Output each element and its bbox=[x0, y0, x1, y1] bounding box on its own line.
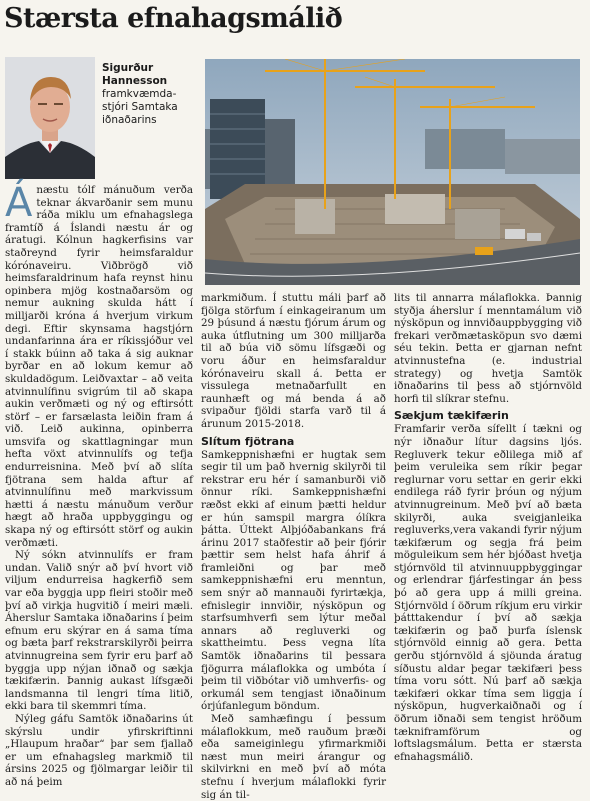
author-name-line2: Hannesson bbox=[102, 75, 168, 87]
article-paragraph: Framfarir verða sífellt í tækni og nýr iðnaður lítur dagsins ljós. Regluverk tekur eðlilega mið af þeim veruleika sem ríkir þegar reglurnar voru settar en gerir ekki endilega ráð fyrir þróun og nýjum atvinnugreinum. Með því að bæta skilyrði, auka sveigjanleika regluverks,vera vakandi fyrir nýjum tækifærum og segja frá þeim möguleikum sem hér bjóðast hvetja stjórnvöld til atvinnuuppbyggingar og erlendrar fjárfestingar án þess þó að gera upp á milli greina. Stjórnvöld í öðrum ríkjum eru virkir þátttakendur í því að sækja tækifærin og það þurfa íslensk stjórnvöld einnig að gera. Þetta gerðu stjórnvöld á sjöunda áratug síðustu aldar þegar tækifæri þess tíma voru sótt. Nú þarf að sækja tækifæri okkar tíma sem liggja í nýsköpun, hugverkaiðnaði og í öðrum iðnaði sem tengist hröðum tækniframförum og loftslagsmálum. Þetta er stærsta efnahagsmálið. bbox=[394, 423, 582, 763]
author-role-line3: iðnaðarins bbox=[102, 114, 157, 126]
author-photo bbox=[5, 57, 95, 179]
construction-site-photo bbox=[205, 59, 580, 285]
article-paragraph: markmiðum. Í stuttu máli þarf að fjölga störfum í einkageiranum um 29 þúsund á næstu fjórum árum og auka útflutning um 300 milljarða til að búa við sömu lífsgæði og voru áður en heimsfaraldur kórónaveiru skall á. Þetta er vissulega metnaðarfullt en raunhæft og má benda á að svipaður fjöldi starfa varð til á árunum 2015-2018. bbox=[201, 292, 386, 430]
author-byline bbox=[102, 62, 194, 127]
article-paragraph: Með samhæfingu í þessum málaflokkum, með rauðum þræði eða sameiginlegu yfirmarkmiði næst mun meiri árangur og skilvirkni en með því að móta stefnu í hverjum málaflokki fyrir sig án til- bbox=[201, 713, 386, 801]
drop-cap: Á bbox=[5, 180, 33, 226]
subheading-saekjum-taekifaerin: Sækjum tækifærin bbox=[394, 409, 509, 423]
author-role-line2: stjóri Samtaka bbox=[102, 101, 178, 113]
headline: Stærsta efnahagsmálið bbox=[4, 3, 343, 34]
subheading-slitum-fjotrana: Slítum fjötrana bbox=[201, 434, 295, 448]
article-paragraph: Samkeppnishæfni er hugtak sem segir til um það hvernig skilyrði til rekstrar eru hér í samanburði við önnur ríki. Samkeppnishæfni ræðst ekki af einum þætti heldur er hún samspil margra ólíkra þátta. Úttekt Alþjóðabankans frá árinu 2017 staðfestir að þeir fjórir þættir sem helst hafa áhrif á framleiðni og þar með samkeppnishæfni eru menntun, sem snýr að mannauði fyrirtækja, efnislegir innviðir, nýsköpun og starfsumhverfi sem lýtur meðal annars að regluverki og skattheimtu. Þess vegna líta Samtök iðnaðarins til þessara fjögurra málaflokka og umbóta í þeim til viðbótar við umhverfis- og orkumál sem tengjast iðnaðinum órjúfanlegum böndum. bbox=[201, 448, 386, 713]
author-name-line1: Sigurður bbox=[102, 62, 154, 74]
article-paragraph: næstu tólf mánuðum verða teknar ákvarðanir sem munu ráða miklu um efnahagslega framtíð á Íslandi næstu ár og áratugi. Kólnun hagkerfisins var staðreynd fyrir heimsfaraldur kórónaveiru. Viðbrögð við heimsfaraldrinum hafa reynst hinu opinbera mjög kostnaðarsöm og nemur aukning skulda hátt í milljarði króna á hverjum virkum degi. Eftir skynsama hagstjórn undanfarinna ára er ríkissjóður vel í stakk búinn að taka á sig auknar byrðar en að lokum kemur að skuldadögum. Leiðvaxtar – að veita atvinnulífinu svigrúm til að skapa aukin verðmæti og ný og eftirsótt störf – er farsælasta leiðin fram á við. Leið aukinna, opinberra umsvifa og skattlagningar mun hefta vöxt atvinnulífs og tefja endurreisnina. Með því að slíta fjötrana sem halda aftur af atvinnulífinu með markvissum hætti á næstu mánuðum verður hægt að hraða uppbyggingu og skapa ný og eftirsótt störf og aukin verðmæti. bbox=[5, 184, 193, 549]
article-paragraph: Nýleg gáfu Samtök iðnaðarins út skýrslu undir yfirskriftinni „Hlaupum hraðar“ þar sem fjallað er um efnahagsleg markmið til ársins 2025 og fjölmargar leiðir til að ná þeim bbox=[5, 712, 193, 788]
article-paragraph: lits til annarra málaflokka. Þannig styðja áherslur í menntamálum við nýsköpun og innviðauppbygging við frekari verðmætasköpun svo dæmi séu tekin. Þetta er gjarnan nefnt atvinnustefna (e. industrial strategy) og hvetja Samtök iðnaðarins til þess að stjórnvöld horfi til slíkrar stefnu. bbox=[394, 292, 582, 405]
article-column-2 bbox=[201, 292, 386, 801]
article-column-3 bbox=[394, 292, 582, 763]
article-column-1 bbox=[5, 180, 193, 789]
author-role-line1: framkvæmda- bbox=[102, 88, 177, 100]
article-paragraph: Ný sókn atvinnulífs er fram undan. Valið snýr að því hvort við viljum endurreisa hagkerfið sem var eða byggja upp fleiri stoðir með því að virkja hugvitið í meiri mæli. Áherslur Samtaka iðnaðarins í þeim efnum eru skýrar en á sama tíma og bæta þarf rekstrarskilyrði þeirra atvinnugreina sem fyrir eru þarf að byggja upp nýjan iðnað og sækja tækifærin. Þannig aukast lífsgæði landsmanna til lengri tíma litið, ekki bara til skemmri tíma. bbox=[5, 549, 193, 713]
